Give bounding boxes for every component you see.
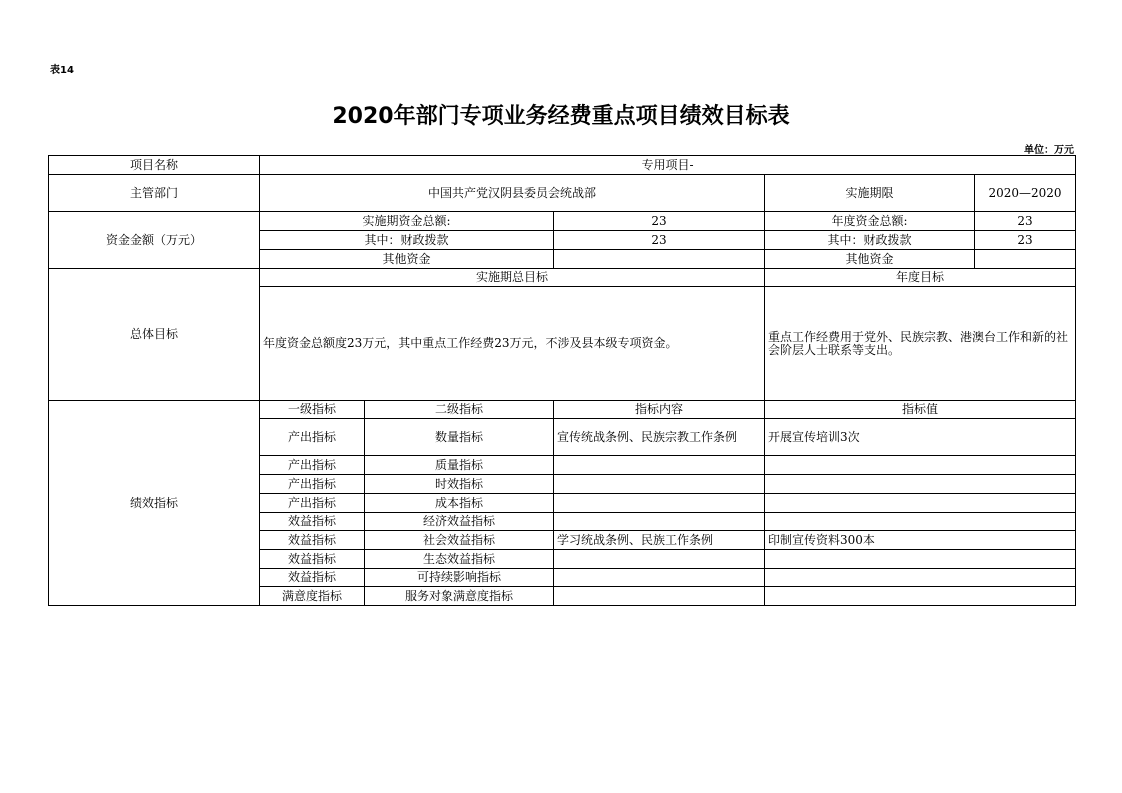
overall-goal-label: 总体目标 — [49, 269, 260, 401]
funds-label: 资金金额（万元） — [49, 212, 260, 269]
indicator-level2: 时效指标 — [365, 475, 554, 494]
indicator-content — [554, 494, 765, 513]
annual-total-label: 年度资金总额: — [765, 212, 975, 231]
indicator-content — [554, 513, 765, 531]
header-content: 指标内容 — [554, 401, 765, 419]
indicator-level2: 数量指标 — [365, 419, 554, 456]
indicator-content: 学习统战条例、民族工作条例 — [554, 531, 765, 550]
funds-total-value: 23 — [554, 212, 765, 231]
other-funds-value — [554, 250, 765, 269]
annual-fiscal-value: 23 — [975, 231, 1076, 250]
fiscal-label: 其中：财政拨款 — [260, 231, 554, 250]
indicator-content — [554, 587, 765, 606]
indicator-value — [765, 587, 1076, 606]
indicator-level1: 效益指标 — [260, 550, 365, 569]
project-name-value: 专用项目- — [260, 156, 1076, 175]
indicator-value — [765, 475, 1076, 494]
indicator-header-row — [49, 401, 1076, 419]
indicator-level1: 产出指标 — [260, 456, 365, 475]
period-label: 实施期限 — [765, 175, 975, 212]
header-value: 指标值 — [765, 401, 1076, 419]
department-row — [49, 175, 1076, 212]
indicator-content — [554, 456, 765, 475]
other-funds-label: 其他资金 — [260, 250, 554, 269]
indicator-level2: 可持续影响指标 — [365, 569, 554, 587]
indicator-value — [765, 494, 1076, 513]
department-label: 主管部门 — [49, 175, 260, 212]
fiscal-value: 23 — [554, 231, 765, 250]
goals-header-row — [49, 269, 1076, 287]
page-title: 2020年部门专项业务经费重点项目绩效目标表 — [332, 104, 790, 129]
header-level1: 一级指标 — [260, 401, 365, 419]
period-value: 2020—2020 — [975, 175, 1076, 212]
annual-other-label: 其他资金 — [765, 250, 975, 269]
unit-label: 单位：万元 — [1024, 145, 1074, 156]
performance-target-table — [48, 155, 1076, 606]
annual-fiscal-label: 其中：财政拨款 — [765, 231, 975, 250]
indicator-value — [765, 550, 1076, 569]
indicator-level1: 产出指标 — [260, 419, 365, 456]
period-goal-text: 年度资金总额度23万元，其中重点工作经费23万元，不涉及县本级专项资金。 — [260, 287, 765, 401]
indicator-level2: 经济效益指标 — [365, 513, 554, 531]
indicator-content — [554, 550, 765, 569]
period-goal-header: 实施期总目标 — [260, 269, 765, 287]
indicator-content — [554, 475, 765, 494]
table-number: 表14 — [50, 65, 74, 76]
indicator-value — [765, 456, 1076, 475]
indicator-content — [554, 569, 765, 587]
indicator-level2: 质量指标 — [365, 456, 554, 475]
indicator-level2: 成本指标 — [365, 494, 554, 513]
indicator-level2: 社会效益指标 — [365, 531, 554, 550]
department-value: 中国共产党汉阴县委员会统战部 — [260, 175, 765, 212]
annual-goal-header: 年度目标 — [765, 269, 1076, 287]
project-row — [49, 156, 1076, 175]
indicator-content: 宣传统战条例、民族宗教工作条例 — [554, 419, 765, 456]
funds-total-row — [49, 212, 1076, 231]
indicator-label: 绩效指标 — [49, 401, 260, 606]
indicator-level1: 产出指标 — [260, 494, 365, 513]
annual-other-value — [975, 250, 1076, 269]
indicator-level1: 产出指标 — [260, 475, 365, 494]
indicator-value — [765, 569, 1076, 587]
indicator-level1: 效益指标 — [260, 531, 365, 550]
indicator-level1: 满意度指标 — [260, 587, 365, 606]
header-level2: 二级指标 — [365, 401, 554, 419]
indicator-value — [765, 513, 1076, 531]
annual-total-value: 23 — [975, 212, 1076, 231]
indicator-level1: 效益指标 — [260, 569, 365, 587]
indicator-level1: 效益指标 — [260, 513, 365, 531]
indicator-level2: 服务对象满意度指标 — [365, 587, 554, 606]
indicator-value: 开展宣传培训3次 — [765, 419, 1076, 456]
indicator-level2: 生态效益指标 — [365, 550, 554, 569]
annual-goal-text: 重点工作经费用于党外、民族宗教、港澳台工作和新的社会阶层人士联系等支出。 — [765, 287, 1076, 401]
project-name-label: 项目名称 — [49, 156, 260, 175]
funds-total-label: 实施期资金总额: — [260, 212, 554, 231]
indicator-value: 印制宣传资料300本 — [765, 531, 1076, 550]
